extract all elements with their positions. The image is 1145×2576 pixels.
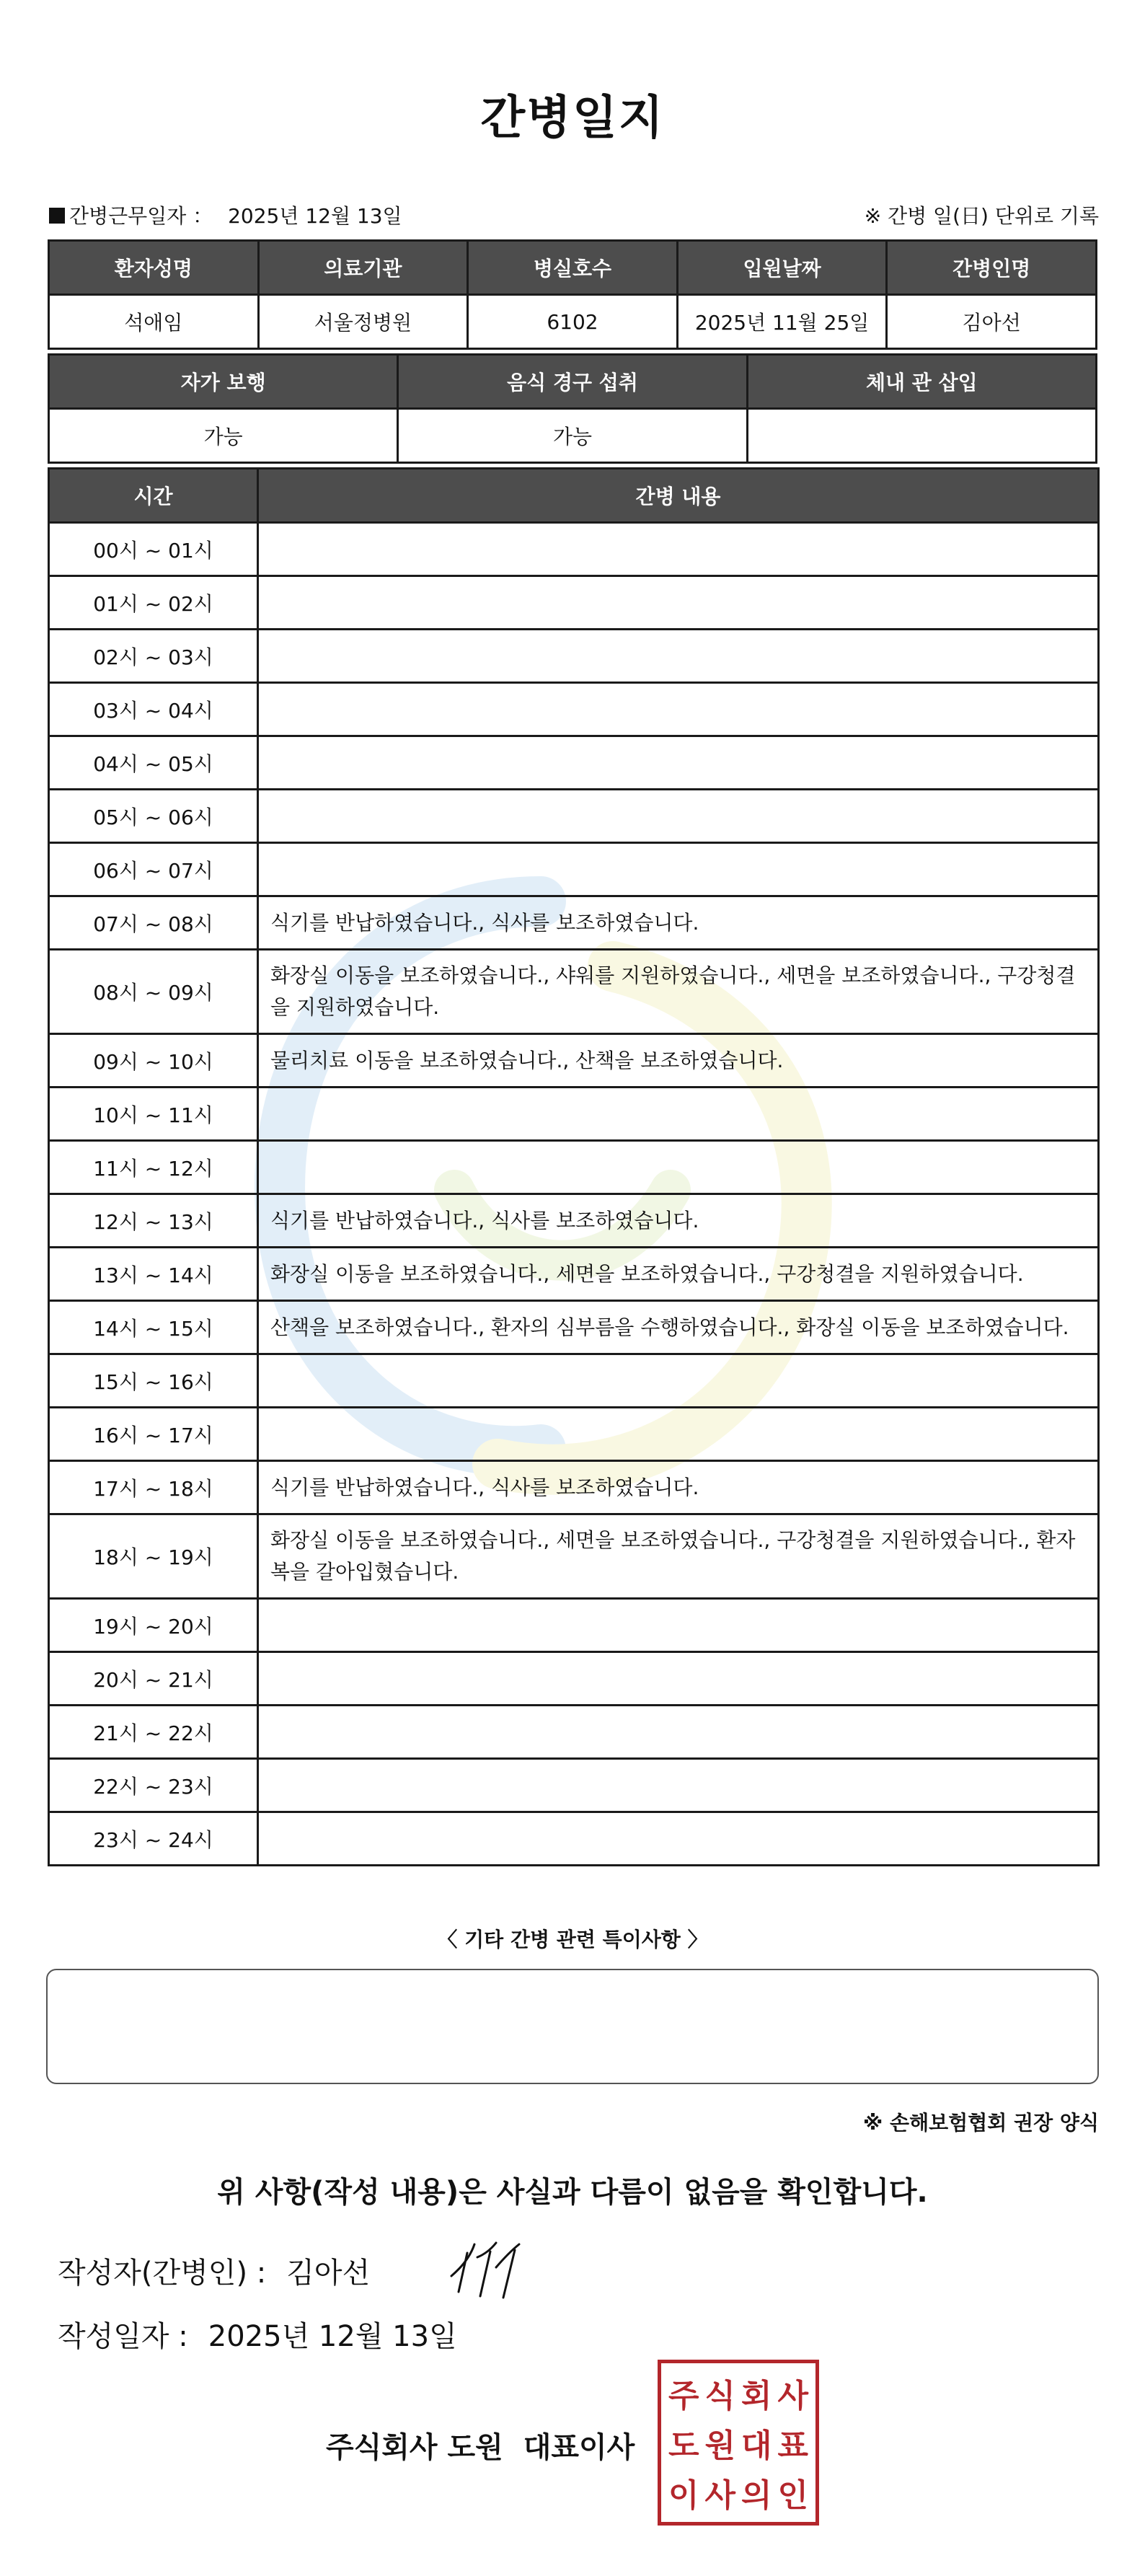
time-cell: 05시 ~ 06시 xyxy=(49,790,258,843)
header-care-content: 간병 내용 xyxy=(258,469,1099,523)
time-cell: 17시 ~ 18시 xyxy=(49,1461,258,1514)
header-tube-insertion: 체내 관 삽입 xyxy=(747,355,1096,409)
header-hospital: 의료기관 xyxy=(258,241,468,295)
table-row xyxy=(49,683,1099,736)
time-cell: 12시 ~ 13시 xyxy=(49,1194,258,1248)
seal-char: 도 xyxy=(668,2427,699,2464)
content-cell xyxy=(258,1141,1099,1194)
seal-char: 원 xyxy=(704,2427,735,2464)
header-room: 병실호수 xyxy=(468,241,678,295)
write-date-value: 2025년 12월 13일 xyxy=(208,2320,457,2353)
time-cell: 21시 ~ 22시 xyxy=(49,1706,258,1759)
seal-char: 식 xyxy=(704,2377,735,2414)
table-row xyxy=(49,1248,1099,1301)
content-cell xyxy=(258,1759,1099,1812)
table-row xyxy=(49,1194,1099,1248)
table-row xyxy=(49,1461,1099,1514)
header-admission-date: 입원날짜 xyxy=(677,241,887,295)
table-row xyxy=(49,1706,1099,1759)
table-row xyxy=(49,1652,1099,1706)
content-cell xyxy=(258,843,1099,896)
time-cell: 00시 ~ 01시 xyxy=(49,523,258,576)
table-row xyxy=(49,1408,1099,1461)
content-cell xyxy=(258,1354,1099,1408)
patient-name: 석애임 xyxy=(49,295,259,349)
content-cell: 화장실 이동을 보조하였습니다., 샤워를 지원하였습니다., 세면을 보조하였습니다., 구강청결을 지원하였습니다. xyxy=(258,950,1099,1034)
seal-char: 대 xyxy=(741,2427,772,2464)
time-cell: 16시 ~ 17시 xyxy=(49,1408,258,1461)
time-cell: 18시 ~ 19시 xyxy=(49,1514,258,1599)
time-cell: 07시 ~ 08시 xyxy=(49,896,258,950)
table-row xyxy=(49,896,1099,950)
content-cell xyxy=(258,790,1099,843)
content-cell xyxy=(258,1812,1099,1866)
seal-char: 이 xyxy=(668,2477,699,2515)
seal-char: 인 xyxy=(777,2477,808,2515)
time-cell: 11시 ~ 12시 xyxy=(49,1141,258,1194)
header-caregiver: 간병인명 xyxy=(887,241,1097,295)
time-cell: 10시 ~ 11시 xyxy=(49,1088,258,1141)
content-cell: 화장실 이동을 보조하였습니다., 세면을 보조하였습니다., 구강청결을 지원하였습니다., 환자복을 갈아입혔습니다. xyxy=(258,1514,1099,1599)
table-row xyxy=(49,1599,1099,1652)
document-title: 간병일지 xyxy=(480,92,665,145)
table-row xyxy=(49,1034,1099,1088)
admission-date: 2025년 11월 25일 xyxy=(677,295,887,349)
work-date-row xyxy=(49,200,402,229)
table-row xyxy=(49,1812,1099,1866)
seal-char: 의 xyxy=(741,2477,772,2515)
header-self-walking: 자가 보행 xyxy=(49,355,398,409)
tube-insertion-value xyxy=(747,409,1096,463)
table-row xyxy=(49,1354,1099,1408)
content-cell xyxy=(258,683,1099,736)
table-row xyxy=(49,790,1099,843)
content-cell: 화장실 이동을 보조하였습니다., 세면을 보조하였습니다., 구강청결을 지원하였습니다. xyxy=(258,1248,1099,1301)
room-number: 6102 xyxy=(468,295,678,349)
content-cell: 물리치료 이동을 보조하였습니다., 산책을 보조하였습니다. xyxy=(258,1034,1099,1088)
table-row xyxy=(49,630,1099,683)
content-cell: 식기를 반납하였습니다., 식사를 보조하였습니다. xyxy=(258,896,1099,950)
table-row xyxy=(49,950,1099,1034)
company-role: 대표이사 xyxy=(523,2431,635,2464)
table-row xyxy=(49,843,1099,896)
patient-info-table xyxy=(48,239,1097,350)
header-time: 시간 xyxy=(49,469,258,523)
content-cell: 산책을 보조하였습니다., 환자의 심부름을 수행하였습니다., 화장실 이동을 보조하였습니다. xyxy=(258,1301,1099,1354)
writer-label: 작성자(간병인) : xyxy=(58,2257,267,2290)
content-cell: 식기를 반납하였습니다., 식사를 보조하였습니다. xyxy=(258,1461,1099,1514)
content-cell xyxy=(258,576,1099,630)
content-cell xyxy=(258,736,1099,790)
handwritten-signature xyxy=(446,2236,523,2301)
time-cell: 01시 ~ 02시 xyxy=(49,576,258,630)
content-cell xyxy=(258,1652,1099,1706)
time-cell: 08시 ~ 09시 xyxy=(49,950,258,1034)
content-cell xyxy=(258,1599,1099,1652)
seal-char: 주 xyxy=(668,2377,699,2414)
content-cell xyxy=(258,1706,1099,1759)
square-bullet-icon xyxy=(49,208,65,224)
seal-char: 표 xyxy=(777,2427,808,2464)
table-row xyxy=(49,1514,1099,1599)
content-cell: 식기를 반납하였습니다., 식사를 보조하였습니다. xyxy=(258,1194,1099,1248)
time-cell: 02시 ~ 03시 xyxy=(49,630,258,683)
notes-title: 〈 기타 간병 관련 특이사항 〉 xyxy=(437,1928,708,1951)
recommendation-note: ※ 손해보험협회 권장 양식 xyxy=(863,2111,1099,2135)
content-cell xyxy=(258,1088,1099,1141)
caregiver-name: 김아선 xyxy=(887,295,1097,349)
seal-char: 사 xyxy=(777,2377,808,2414)
table-row xyxy=(49,1301,1099,1354)
hospital-name: 서울정병원 xyxy=(258,295,468,349)
notes-box[interactable] xyxy=(46,1969,1099,2084)
header-patient-name: 환자성명 xyxy=(49,241,259,295)
patient-status-table xyxy=(48,353,1097,464)
table-row xyxy=(49,1088,1099,1141)
confirmation-statement: 위 사항(작성 내용)은 사실과 다름이 없음을 확인합니다. xyxy=(217,2176,928,2209)
time-cell: 09시 ~ 10시 xyxy=(49,1034,258,1088)
table-row xyxy=(49,523,1099,576)
work-date-value: 2025년 12월 13일 xyxy=(228,204,402,228)
company-line xyxy=(326,2425,635,2466)
writer-name: 김아선 xyxy=(286,2257,371,2290)
writer-row xyxy=(58,2250,370,2291)
content-cell xyxy=(258,523,1099,576)
content-cell xyxy=(258,1408,1099,1461)
time-cell: 03시 ~ 04시 xyxy=(49,683,258,736)
unit-note: ※ 간병 일(日) 단위로 기록 xyxy=(864,204,1099,228)
write-date-label: 작성일자 : xyxy=(58,2320,188,2353)
time-cell: 15시 ~ 16시 xyxy=(49,1354,258,1408)
self-walking-value: 가능 xyxy=(49,409,398,463)
table-row xyxy=(49,1759,1099,1812)
time-cell: 20시 ~ 21시 xyxy=(49,1652,258,1706)
time-cell: 22시 ~ 23시 xyxy=(49,1759,258,1812)
company-seal-stamp xyxy=(658,2360,819,2526)
time-cell: 14시 ~ 15시 xyxy=(49,1301,258,1354)
seal-char: 회 xyxy=(741,2377,772,2414)
time-cell: 23시 ~ 24시 xyxy=(49,1812,258,1866)
company-name: 주식회사 도원 xyxy=(326,2431,503,2464)
write-date-row xyxy=(58,2313,457,2355)
table-row xyxy=(49,736,1099,790)
table-row xyxy=(49,1141,1099,1194)
header-oral-intake: 음식 경구 섭취 xyxy=(398,355,747,409)
work-date-label: 간병근무일자 ： xyxy=(69,204,213,228)
time-cell: 19시 ~ 20시 xyxy=(49,1599,258,1652)
table-row xyxy=(49,576,1099,630)
time-cell: 06시 ~ 07시 xyxy=(49,843,258,896)
seal-char: 사 xyxy=(704,2477,735,2515)
oral-intake-value: 가능 xyxy=(398,409,747,463)
time-cell: 13시 ~ 14시 xyxy=(49,1248,258,1301)
content-cell xyxy=(258,630,1099,683)
time-cell: 04시 ~ 05시 xyxy=(49,736,258,790)
care-log-table xyxy=(48,467,1100,1866)
